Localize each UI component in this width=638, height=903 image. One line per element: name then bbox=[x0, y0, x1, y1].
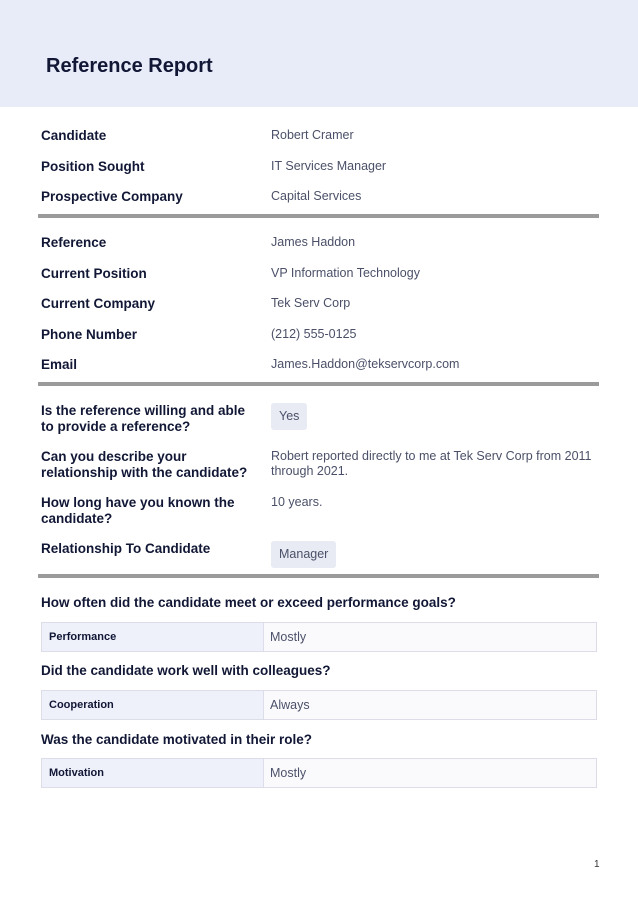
field-label: Position Sought bbox=[41, 159, 145, 174]
cell-divider bbox=[263, 691, 264, 719]
field-value: Robert Cramer bbox=[271, 128, 354, 142]
section-divider bbox=[38, 382, 599, 386]
field-value: Robert reported directly to me at Tek Serv Corp from 2011 through 2021. bbox=[271, 449, 592, 478]
rating-table bbox=[41, 758, 597, 788]
field-value: (212) 555-0125 bbox=[271, 327, 357, 341]
field-label: Is the reference willing and able to provide a reference? bbox=[41, 403, 246, 434]
email-link[interactable]: James.Haddon@tekservcorp.com bbox=[271, 357, 460, 371]
rating-question: How often did the candidate meet or exceed performance goals? bbox=[41, 595, 456, 610]
rating-question: Was the candidate motivated in their role? bbox=[41, 732, 313, 747]
field-value: VP Information Technology bbox=[271, 266, 420, 280]
field-label: Email bbox=[41, 357, 78, 372]
field-value: 10 years. bbox=[271, 495, 323, 509]
field-label: Prospective Company bbox=[41, 189, 183, 204]
rating-table bbox=[41, 622, 597, 652]
field-label: How long have you known the candidate? bbox=[41, 495, 235, 526]
rating-value: Always bbox=[270, 698, 310, 712]
answer-chip: Yes bbox=[271, 403, 307, 430]
rating-table bbox=[41, 690, 597, 720]
field-value: IT Services Manager bbox=[271, 159, 387, 173]
field-label: Current Position bbox=[41, 266, 147, 281]
field-label: Current Company bbox=[41, 296, 156, 311]
rating-value: Mostly bbox=[270, 766, 307, 780]
rating-value: Mostly bbox=[270, 630, 307, 644]
field-value: James Haddon bbox=[271, 235, 356, 249]
field-value: Tek Serv Corp bbox=[271, 296, 351, 310]
answer-chip: Manager bbox=[271, 541, 336, 568]
field-label: Relationship To Candidate bbox=[41, 541, 211, 556]
rating-label: Motivation bbox=[42, 759, 263, 787]
cell-divider bbox=[263, 759, 264, 787]
field-label: Reference bbox=[41, 235, 107, 250]
field-value: Capital Services bbox=[271, 189, 362, 203]
page-number: 1 bbox=[594, 859, 600, 870]
section-divider bbox=[38, 574, 599, 578]
field-label: Phone Number bbox=[41, 327, 138, 342]
rating-label: Cooperation bbox=[42, 691, 263, 719]
cell-divider bbox=[263, 623, 264, 651]
header-band bbox=[0, 0, 638, 107]
page-title: Reference Report bbox=[46, 55, 213, 77]
field-label: Candidate bbox=[41, 128, 107, 143]
section-divider bbox=[38, 214, 599, 218]
rating-question: Did the candidate work well with colleagues? bbox=[41, 663, 331, 678]
field-label: Can you describe your relationship with the candidate? bbox=[41, 449, 248, 480]
rating-label: Performance bbox=[42, 623, 263, 651]
